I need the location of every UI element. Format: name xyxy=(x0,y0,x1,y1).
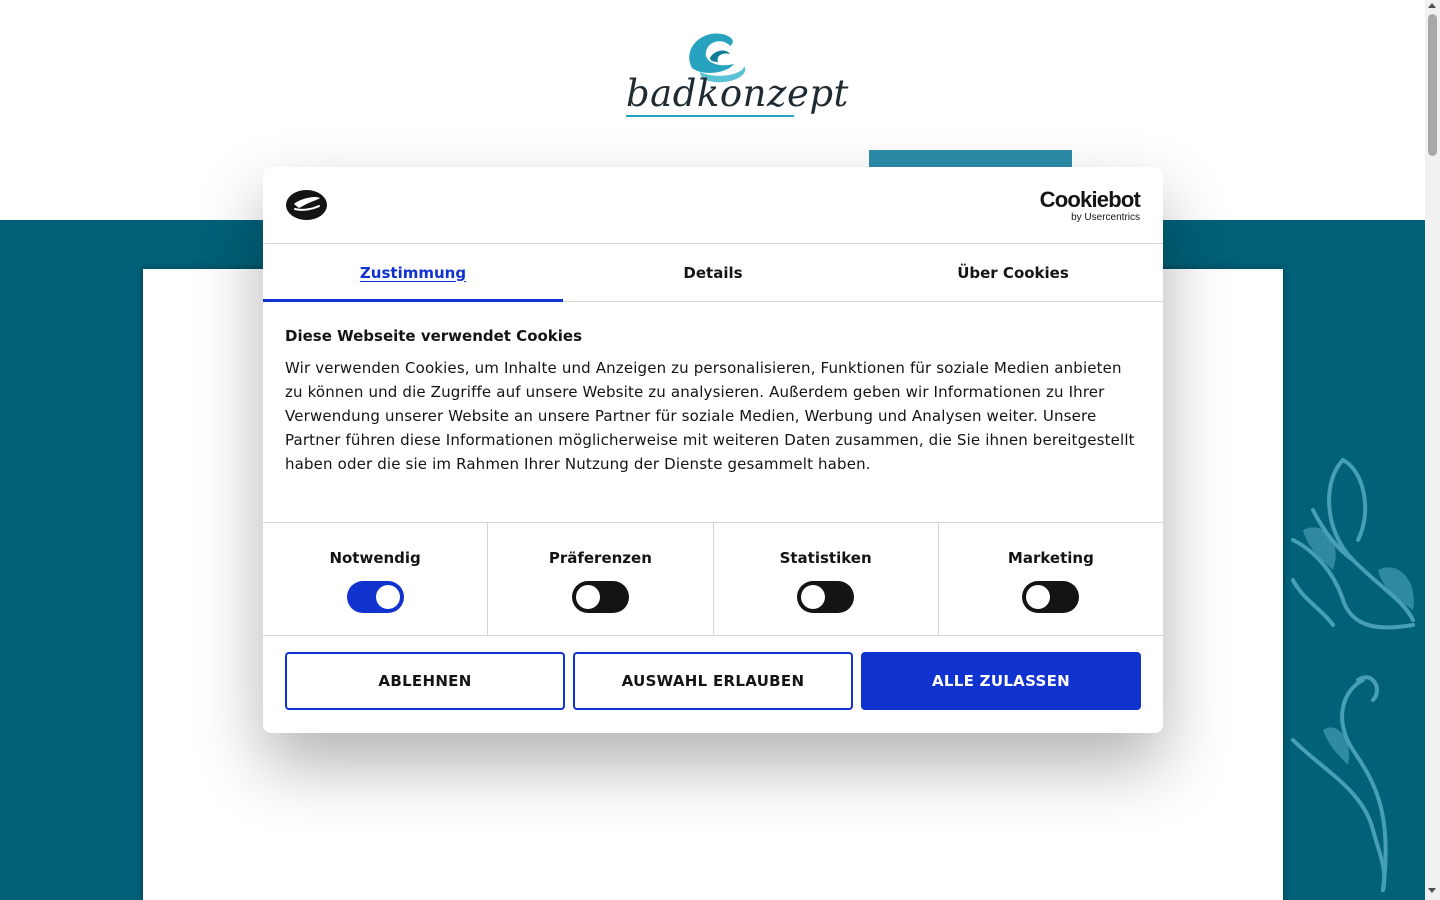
category-label: Marketing xyxy=(1007,549,1094,567)
allow-selection-button[interactable]: AUSWAHL ERLAUBEN xyxy=(573,652,853,710)
category-label: Notwendig xyxy=(329,549,421,567)
dialog-title: Diese Webseite verwendet Cookies xyxy=(285,327,583,345)
reject-button[interactable]: ABLEHNEN xyxy=(285,652,565,710)
toggle-knob xyxy=(1026,585,1050,609)
floral-ornament-icon xyxy=(1283,450,1425,900)
vertical-scrollbar[interactable] xyxy=(1425,0,1440,900)
dialog-description: Wir verwenden Cookies, um Inhalte und Anzeigen zu personalisieren, Funktionen für soziale Medien anbieten zu können und die Zugriffe auf unsere Website zu analysieren. Außerdem geben wir Informationen zu Ihrer Verwendung unserer Website an unsere Partner für soziale Medien, Werbung und Analysen weiter. Unsere Partner führen diese Informationen möglicherweise mit weiteren Daten zusammen, die Sie ihnen bereitgestellt haben oder die sie im Rahmen Ihrer Nutzung der Dienste gesammelt haben. xyxy=(285,359,1135,473)
cookiebot-name: Cookiebot xyxy=(1039,187,1140,212)
toggle-knob xyxy=(801,585,825,609)
cookiebot-brand-logo[interactable] xyxy=(1040,189,1140,224)
category-marketing xyxy=(939,523,1163,635)
praeferenzen-toggle[interactable] xyxy=(572,581,629,613)
category-statistiken xyxy=(714,523,939,635)
category-praeferenzen xyxy=(488,523,713,635)
tab-details[interactable]: Details xyxy=(683,263,743,282)
category-notwendig xyxy=(263,523,488,635)
allow-all-button[interactable]: ALLE ZULASSEN xyxy=(861,652,1141,710)
dialog-body xyxy=(285,325,1141,476)
toggle-knob xyxy=(576,585,600,609)
category-label: Statistiken xyxy=(779,549,872,567)
scroll-up-arrow-icon[interactable] xyxy=(1428,3,1436,8)
cookie-logo-icon xyxy=(285,189,328,221)
marketing-toggle[interactable] xyxy=(1022,581,1079,613)
notwendig-toggle[interactable] xyxy=(347,581,404,613)
tab-ueber-cookies[interactable]: Über Cookies xyxy=(957,263,1069,282)
badkonzept-logo[interactable] xyxy=(622,28,849,122)
dialog-header xyxy=(263,167,1163,244)
statistiken-toggle[interactable] xyxy=(797,581,854,613)
dialog-buttons xyxy=(285,652,1141,710)
category-label: Präferenzen xyxy=(548,549,652,567)
dialog-tabs xyxy=(263,244,1163,302)
cookie-consent-dialog xyxy=(263,167,1163,733)
toggle-knob xyxy=(376,585,400,609)
tab-zustimmung[interactable]: Zustimmung xyxy=(263,244,563,301)
consent-categories xyxy=(263,522,1163,636)
scroll-thumb[interactable] xyxy=(1428,14,1437,156)
cookiebot-byline: by Usercentrics xyxy=(1071,212,1140,223)
logo-underline xyxy=(626,115,794,117)
logo-wordmark: badkonzept xyxy=(626,72,849,115)
scroll-down-arrow-icon[interactable] xyxy=(1428,888,1436,893)
